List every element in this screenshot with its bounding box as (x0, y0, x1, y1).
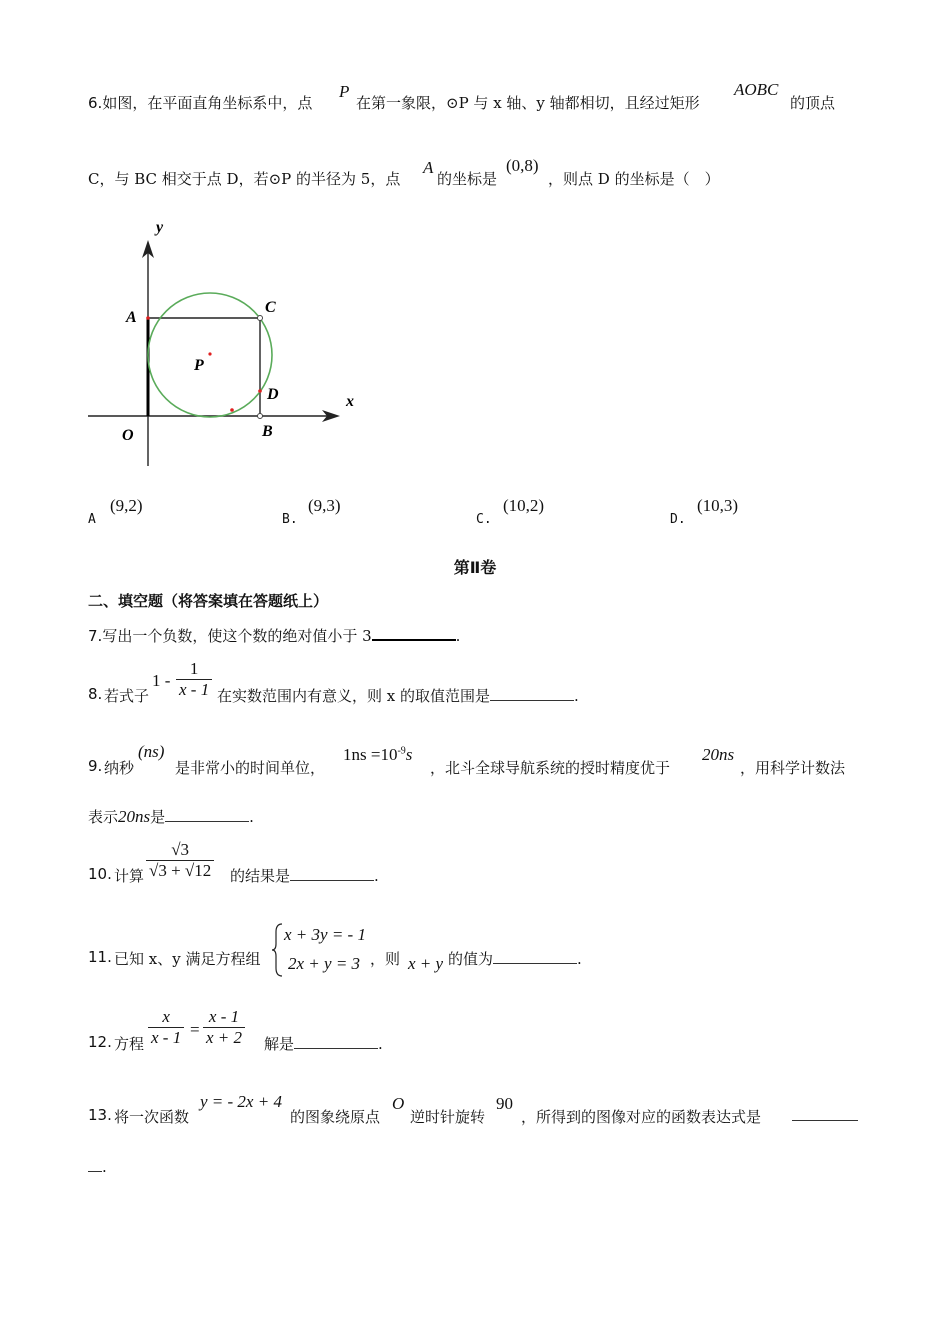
q11-brace-icon (270, 922, 284, 978)
q8-one: 1 - (152, 671, 171, 690)
q13-line2 (88, 1157, 107, 1176)
q12-right-bottom: x + 2 (203, 1027, 245, 1048)
q6-text-2b: 的坐标是 (437, 170, 498, 188)
q11-rest (448, 948, 582, 969)
q8-frac-bottom: x - 1 (176, 679, 212, 700)
q12-post: 解是 (264, 1035, 295, 1053)
section-title: 第Ⅱ卷 (453, 558, 497, 577)
q10-answer-blank[interactable] (290, 866, 374, 881)
q9-line2-val: 20ns (118, 807, 151, 826)
q7 (88, 625, 460, 646)
point-c (258, 316, 263, 321)
label-x: x (346, 393, 354, 410)
q13-degree: 90 (496, 1094, 513, 1113)
q10-rest (230, 865, 379, 886)
q12-left-top: x (162, 1007, 170, 1026)
section-heading: 二、填空题（将答案填在答题纸上） (88, 592, 329, 610)
q10-post: 的结果是 (230, 867, 291, 885)
q11-eq2: 2x + y = 3 (288, 954, 361, 973)
q7-number: 7. (88, 627, 103, 645)
q11-answer-blank[interactable] (493, 949, 577, 964)
q9-ns: (ns) (138, 742, 165, 761)
q12-end: . (378, 1035, 383, 1053)
q9-line2-b: 是 (150, 808, 166, 826)
q13-b: 的图象绕原点 (290, 1108, 381, 1126)
q8-rest (217, 685, 579, 706)
label-b: B (262, 423, 273, 440)
q11-mid: ，则 (370, 950, 401, 968)
q11-post: 的值为 (448, 950, 494, 968)
q6-point-a: A (423, 158, 434, 177)
option-c-letter: C. (476, 512, 492, 527)
q13-a: 将一次函数 (114, 1108, 190, 1126)
point-b (258, 414, 263, 419)
q9-eq-left: 1ns =10 (343, 745, 398, 764)
q9-a: 纳秒 (104, 759, 135, 777)
point-tangent (230, 408, 234, 412)
q6-text-1c: 的顶点 (790, 94, 836, 112)
q13-number: 13. (88, 1106, 112, 1124)
option-a-value: (9,2) (110, 496, 143, 515)
q10-number: 10. (88, 865, 112, 883)
q8-post: 在实数范围内有意义，则 x 的取值范围是 (217, 687, 490, 705)
q6-text-2a: C，与 BC 相交于点 D，若⊙P 的半径为 5，点 (88, 170, 401, 188)
q9-equation (343, 745, 412, 765)
q6-text-1b: 在第一象限，⊙P 与 x 轴、y 轴都相切，且经过矩形 (356, 94, 700, 112)
label-o: O (122, 427, 134, 444)
label-a: A (126, 309, 137, 326)
q10-frac-bottom: √3 + √12 (146, 860, 214, 881)
q11-expr: x + y (408, 954, 444, 973)
label-p: P (194, 357, 204, 374)
q13-c: 逆时针旋转 (410, 1108, 486, 1126)
q9-line2-a: 表示 (88, 808, 119, 826)
q7-text: 写出一个负数，使这个数的绝对值小于 3 (102, 627, 372, 645)
q12-right-top: x - 1 (208, 1007, 240, 1026)
q6-line1 (88, 92, 312, 113)
q10-fraction (146, 840, 214, 881)
q8-fraction (176, 659, 212, 700)
label-d: D (267, 386, 279, 403)
q13-end: . (102, 1158, 107, 1176)
q9-eq-s: s (405, 745, 413, 764)
q12-rest (264, 1033, 383, 1054)
q9-number: 9. (88, 757, 103, 775)
q8-end: . (574, 687, 579, 705)
q8-number: 8. (88, 685, 103, 703)
q9-line2 (88, 806, 254, 827)
q10-frac-top: √3 (171, 840, 190, 859)
q11-pre: 已知 x、y 满足方程组 (114, 950, 261, 968)
q6-figure (80, 210, 380, 480)
q13-func: y = - 2x + 4 (200, 1092, 282, 1111)
q12-answer-blank[interactable] (294, 1034, 378, 1049)
q12-equals: = (190, 1020, 200, 1039)
q6-text-1a: 如图，在平面直角坐标系中，点 (102, 94, 313, 112)
q13-answer-blank-cont[interactable] (88, 1157, 102, 1172)
option-b-value: (9,3) (308, 496, 341, 515)
q12-pre: 方程 (114, 1035, 145, 1053)
option-b-letter: B. (282, 512, 298, 527)
q12-left-bottom: x - 1 (148, 1027, 184, 1048)
q9-d: ，用科学计数法 (740, 759, 846, 777)
option-c-value: (10,2) (503, 496, 545, 515)
q7-end: . (455, 627, 461, 645)
q11-eq1: x + 3y = - 1 (284, 925, 366, 944)
q9-answer-blank[interactable] (165, 807, 249, 822)
label-y: y (156, 219, 164, 236)
q10-end: . (374, 867, 379, 885)
point-p (208, 352, 211, 355)
option-d-letter: D. (670, 512, 686, 527)
q12-left-fraction (148, 1007, 184, 1048)
point-d (258, 389, 262, 393)
q11-end: . (577, 950, 582, 968)
q13-origin: O (392, 1094, 405, 1113)
q6-point-p: P (339, 82, 350, 101)
label-c: C (265, 299, 276, 316)
q6-text-2c: ，则点 D 的坐标是（ ） (548, 170, 720, 188)
q6-number: 6. (88, 94, 103, 112)
q7-answer-blank[interactable] (372, 625, 456, 641)
q9-end: . (249, 808, 254, 826)
q8-pre: 若式子 (104, 687, 150, 705)
q6-rect-aobc: AOBC (734, 80, 779, 99)
q12-number: 12. (88, 1033, 112, 1051)
q6-a-coordinate: (0,8) (506, 156, 539, 175)
q9-val: 20ns (702, 745, 735, 764)
q8-answer-blank[interactable] (490, 686, 574, 701)
q9-c: ，北斗全球导航系统的授时精度优于 (430, 759, 671, 777)
q13-answer-blank[interactable] (792, 1106, 858, 1121)
q9-b: 是非常小的时间单位， (175, 759, 326, 777)
q8-frac-top: 1 (189, 659, 199, 678)
q10-pre: 计算 (114, 867, 145, 885)
q13-d: ，所得到的图像对应的函数表达式是 (521, 1108, 762, 1126)
q12-right-fraction (203, 1007, 245, 1048)
option-a-letter: A (88, 512, 96, 527)
point-a (146, 316, 150, 320)
option-d-value: (10,3) (697, 496, 739, 515)
q11-number: 11. (88, 948, 112, 966)
q9-eq-exp: -9 (397, 745, 406, 757)
